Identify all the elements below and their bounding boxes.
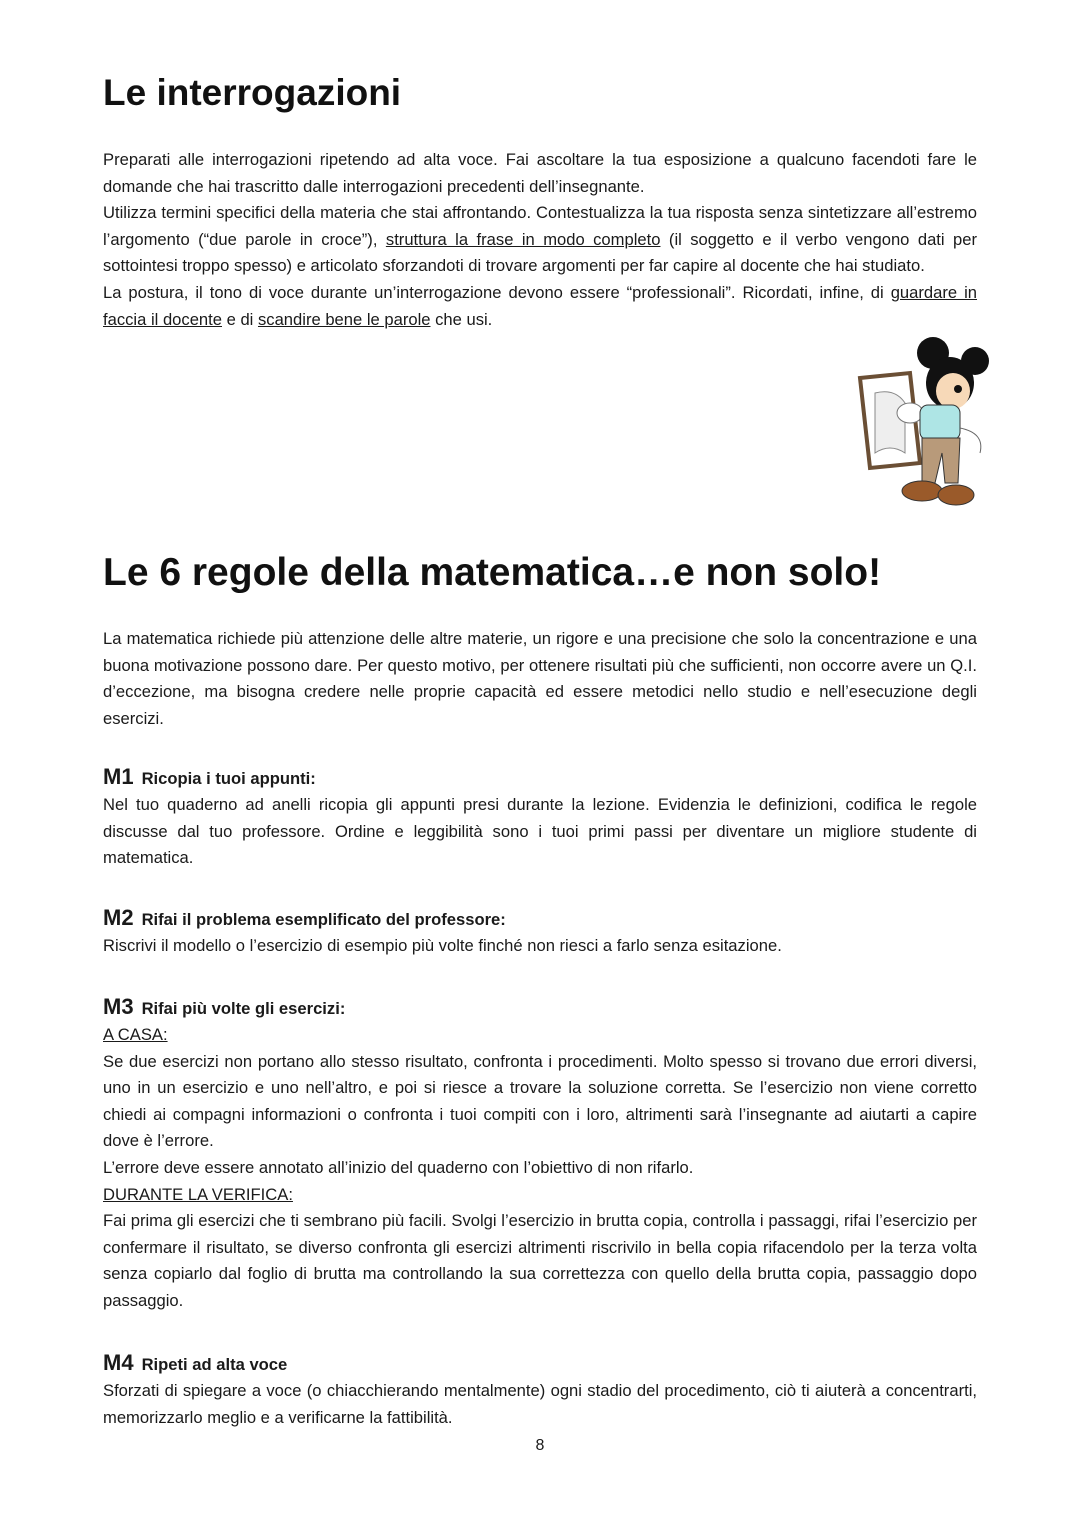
rule-title: Ripeti ad alta voce xyxy=(141,1355,288,1374)
text: che usi. xyxy=(430,309,493,329)
underlined-text: guardare in faccia il docente xyxy=(103,282,978,329)
underlined-text: struttura la frase in modo completo xyxy=(385,229,661,249)
underlined-text: scandire bene le parole xyxy=(257,309,431,329)
subheading-a-casa: A CASA: xyxy=(103,1025,168,1044)
rule-number: M4 xyxy=(103,1350,134,1375)
rule-heading xyxy=(103,905,977,933)
paragraph: Nel tuo quaderno ad anelli ricopia gli appunti presi durante la lezione. Evidenzia le definizioni, codifica le regole discusse dal tuo professore. Ordine e leggibilità sono i tuoi primi passi per diventare un migliore studente di matematica. xyxy=(103,795,977,868)
paragraph: L’errore deve essere annotato all’inizio del quaderno con l’obiettivo di non rifarlo. xyxy=(103,1157,694,1177)
rule-heading xyxy=(103,994,977,1022)
rule-m4 xyxy=(103,1350,977,1431)
rule-title: Ricopia i tuoi appunti: xyxy=(141,769,316,788)
paragraph: Fai prima gli esercizi che ti sembrano più facili. Svolgi l’esercizio in brutta copia, controlla i passaggi, rifai l’esercizio per confermare il risultato, se diverso confronta gli esercizi altrimenti riscrivilo in bella copia rifacendolo per la terza volta senza copiarlo dal foglio di brutta ma controllando la sua correttezza con quello della brutta copia, passaggio dopo passaggio. xyxy=(103,1211,977,1310)
math-intro xyxy=(103,626,977,732)
rule-m1 xyxy=(103,764,977,872)
paragraph xyxy=(103,280,977,333)
text: La postura, il tono di voce durante un’interrogazione devono essere “professionali”. Ricordati, infine, di xyxy=(103,282,891,302)
rule-number: M1 xyxy=(103,764,134,789)
mickey-mouse-illustration xyxy=(850,333,990,518)
interrogazioni-body xyxy=(103,147,977,333)
rule-heading xyxy=(103,1350,977,1378)
paragraph: Preparati alle interrogazioni ripetendo ad alta voce. Fai ascoltare la tua esposizione a qualcuno facendoti fare le domande che hai trascritto dalle interrogazioni precedenti dell’insegnante. xyxy=(103,150,977,196)
text: e di xyxy=(222,309,258,329)
paragraph: La matematica richiede più attenzione delle altre materie, un rigore e una precisione che solo la concentrazione e una buona motivazione possono dare. Per questo motivo, per ottenere risultati più che sufficienti, non occorre avere un Q.I. d’eccezione, ma bisogna credere nelle proprie capacità ed essere metodici nello studio e nell’esecuzione degli esercizi. xyxy=(103,629,977,728)
subheading-durante-verifica: DURANTE LA VERIFICA: xyxy=(103,1184,293,1204)
rule-title: Rifai il problema esemplificato del professore: xyxy=(141,910,506,929)
text: (il soggetto e il verbo vengono dati per sottointesi troppo spesso) e articolato sforzandoti di trovare argomenti per far capire al docente che hai studiato. xyxy=(103,229,978,276)
rule-number: M3 xyxy=(103,994,134,1019)
section-title-regole-matematica: Le 6 regole della matematica…e non solo! xyxy=(103,551,882,594)
rule-title: Rifai più volte gli esercizi: xyxy=(141,999,346,1018)
page-number: 8 xyxy=(535,1437,545,1454)
rule-m3 xyxy=(103,994,977,1315)
paragraph xyxy=(103,200,977,280)
rule-number: M2 xyxy=(103,905,134,930)
section-title-interrogazioni: Le interrogazioni xyxy=(103,72,402,113)
paragraph: Se due esercizi non portano allo stesso risultato, confronta i procedimenti. Molto spesso si trovano due errori diversi, uno in un esercizio e uno nell’altro, e poi si riesce a trovare la soluzione corretta. Se l’esercizio non viene corretto chiedi ai compagni informazioni o confronta i tuoi compiti con i loro, altrimenti sarà l’insegnante ad aiutarti a capire dove è l’errore. xyxy=(103,1051,977,1151)
rule-m2 xyxy=(103,905,977,960)
paragraph: Sforzati di spiegare a voce (o chiacchierando mentalmente) ogni stadio del procedimento, ciò ti aiuterà a concentrarti, memorizzarlo meglio e a verificarne la fattibilità. xyxy=(103,1381,977,1427)
paragraph: Riscrivi il modello o l’esercizio di esempio più volte finché non riesci a farlo senza esitazione. xyxy=(103,936,782,955)
rule-heading xyxy=(103,764,977,792)
text: Utilizza termini specifici della materia che stai affrontando. Contestualizza la tua risposta senza sintetizzare all’estremo l’argomento (“due parole in croce”), xyxy=(103,203,977,249)
